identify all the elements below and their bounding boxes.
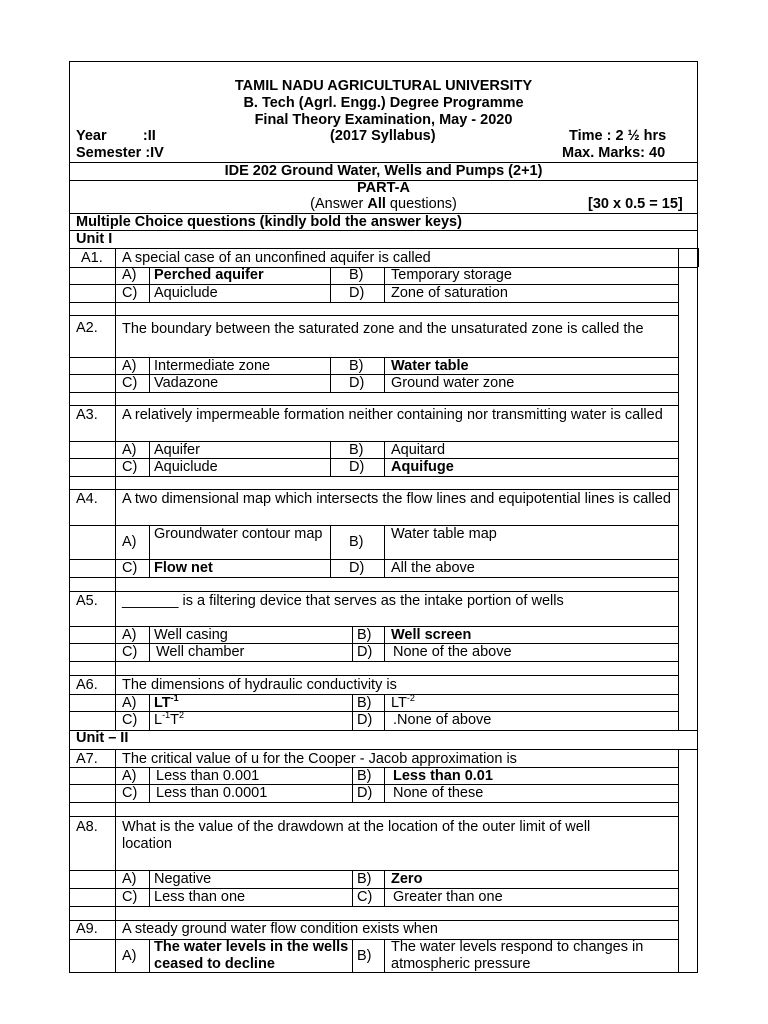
option-a: Aquifer	[154, 442, 200, 458]
option-label: D)	[357, 712, 373, 728]
option-label: B)	[349, 267, 364, 283]
question-text: What is the value of the drawdown at the location of the outer limit of well location	[122, 819, 591, 852]
option-a: Groundwater contour map	[154, 526, 323, 542]
option-label: A)	[122, 695, 137, 711]
option-d: None of the above	[393, 644, 512, 660]
semester-label: Semester :IV	[76, 145, 164, 161]
option-c: $L^{-1}T^2$	[154, 710, 184, 728]
option-label: B)	[357, 695, 372, 711]
course-title: IDE 202 Ground Water, Wells and Pumps (2+1)	[224, 163, 543, 179]
question-number: A8.	[76, 819, 98, 835]
option-label: C)	[122, 560, 138, 576]
option-c: Aquiclude	[154, 285, 218, 301]
mcq-instructions: Multiple Choice questions (kindly bold the answer keys)	[76, 214, 462, 230]
time-label: Time : 2 ½ hrs	[569, 128, 667, 144]
answer-instruction: (Answer All questions)	[310, 196, 457, 212]
option-c: Aquiclude	[154, 459, 218, 475]
option-label: B)	[357, 627, 372, 643]
question-number: A7.	[76, 751, 98, 767]
option-a-answer: The water levels in the wells ceased to decline	[154, 939, 349, 972]
option-label: C)	[357, 889, 373, 905]
option-label: C)	[122, 285, 138, 301]
programme-name: B. Tech (Agrl. Engg.) Degree Programme	[243, 95, 524, 111]
option-label: A)	[122, 627, 137, 643]
question-number: A2.	[76, 320, 98, 336]
option-a: Well casing	[154, 627, 228, 643]
option-label: A)	[122, 948, 137, 964]
question-text: The dimensions of hydraulic conductivity is	[122, 677, 397, 693]
option-b: Aquitard	[391, 442, 446, 458]
option-label: C)	[122, 889, 138, 905]
option-b-answer: Water table	[391, 358, 469, 374]
option-b: $LT^{-2}$	[391, 693, 415, 711]
option-label: B)	[349, 358, 364, 374]
divider	[69, 248, 698, 249]
question-text: A relatively impermeable formation neither containing nor transmitting water is called	[122, 407, 663, 423]
option-label: C)	[122, 712, 138, 728]
option-label: A)	[122, 871, 137, 887]
option-label: A)	[122, 267, 137, 283]
exam-name: Final Theory Examination, May - 2020	[254, 112, 513, 128]
option-b-answer: Well screen	[391, 627, 472, 643]
option-label: C)	[122, 785, 138, 801]
option-label: A)	[122, 768, 137, 784]
option-c: Less than 0.0001	[156, 785, 268, 801]
option-c-answer: Flow net	[154, 560, 213, 576]
question-text: A steady ground water flow condition exists when	[122, 921, 438, 937]
option-c: Well chamber	[156, 644, 245, 660]
option-label: B)	[357, 871, 372, 887]
option-label: D)	[349, 285, 365, 301]
marks-formula: [30 x 0.5 = 15]	[588, 196, 683, 212]
question-text: A special case of an unconfined aquifer is called	[122, 250, 431, 266]
option-label: B)	[357, 948, 372, 964]
option-label: A)	[122, 442, 137, 458]
option-label: C)	[122, 644, 138, 660]
option-a-answer: $LT^{-1}$	[154, 693, 179, 711]
question-text: The boundary between the saturated zone and the unsaturated zone is called the	[122, 321, 644, 337]
option-label: A)	[122, 358, 137, 374]
option-a: Intermediate zone	[154, 358, 271, 374]
question-text: The critical value of u for the Cooper - Jacob approximation is	[122, 751, 517, 767]
year-label: Year :II	[76, 128, 156, 144]
option-label: D)	[349, 560, 365, 576]
question-number: A6.	[76, 677, 98, 693]
question-text: A two dimensional map which intersects the flow lines and equipotential lines is called	[122, 491, 671, 507]
part-title: PART-A	[357, 180, 410, 196]
option-label: D)	[357, 644, 373, 660]
option-label: B)	[357, 768, 372, 784]
option-b-answer: Zero	[391, 871, 423, 887]
option-c: Less than one	[154, 889, 246, 905]
option-label: C)	[122, 375, 138, 391]
option-d: Zone of saturation	[391, 285, 508, 301]
max-marks-label: Max. Marks: 40	[562, 145, 666, 161]
option-label: B)	[349, 534, 364, 550]
divider	[69, 230, 698, 231]
university-name: TAMIL NADU AGRICULTURAL UNIVERSITY	[234, 78, 533, 94]
question-number: A4.	[76, 491, 98, 507]
option-d: Ground water zone	[391, 375, 515, 391]
question-text: _______ is a filtering device that serves as the intake portion of wells	[122, 593, 564, 609]
option-d: None of these	[393, 785, 484, 801]
question-number: A9.	[76, 921, 98, 937]
option-b: Water table map	[391, 526, 497, 542]
option-a-answer: Perched aquifer	[154, 267, 264, 283]
question-number: A1.	[81, 250, 103, 266]
option-b-answer: Less than 0.01	[393, 768, 493, 784]
option-d: .None of above	[393, 712, 492, 728]
option-label: C)	[122, 459, 138, 475]
syllabus-label: (2017 Syllabus)	[330, 128, 436, 144]
option-d: Greater than one	[393, 889, 503, 905]
option-label: D)	[357, 785, 373, 801]
option-a: Less than 0.001	[156, 768, 260, 784]
option-b: Temporary storage	[391, 267, 512, 283]
unit-1-heading: Unit I	[76, 231, 113, 247]
option-d: All the above	[391, 560, 475, 576]
option-label: D)	[349, 375, 365, 391]
option-d-answer: Aquifuge	[391, 459, 454, 475]
option-c: Vadazone	[154, 375, 219, 391]
question-number: A5.	[76, 593, 98, 609]
option-label: B)	[349, 442, 364, 458]
option-b: The water levels respond to changes in atmospheric pressure	[391, 939, 644, 972]
question-number: A3.	[76, 407, 98, 423]
option-label: A)	[122, 534, 137, 550]
unit-2-heading: Unit – II	[76, 730, 129, 746]
option-label: D)	[349, 459, 365, 475]
option-a: Negative	[154, 871, 212, 887]
